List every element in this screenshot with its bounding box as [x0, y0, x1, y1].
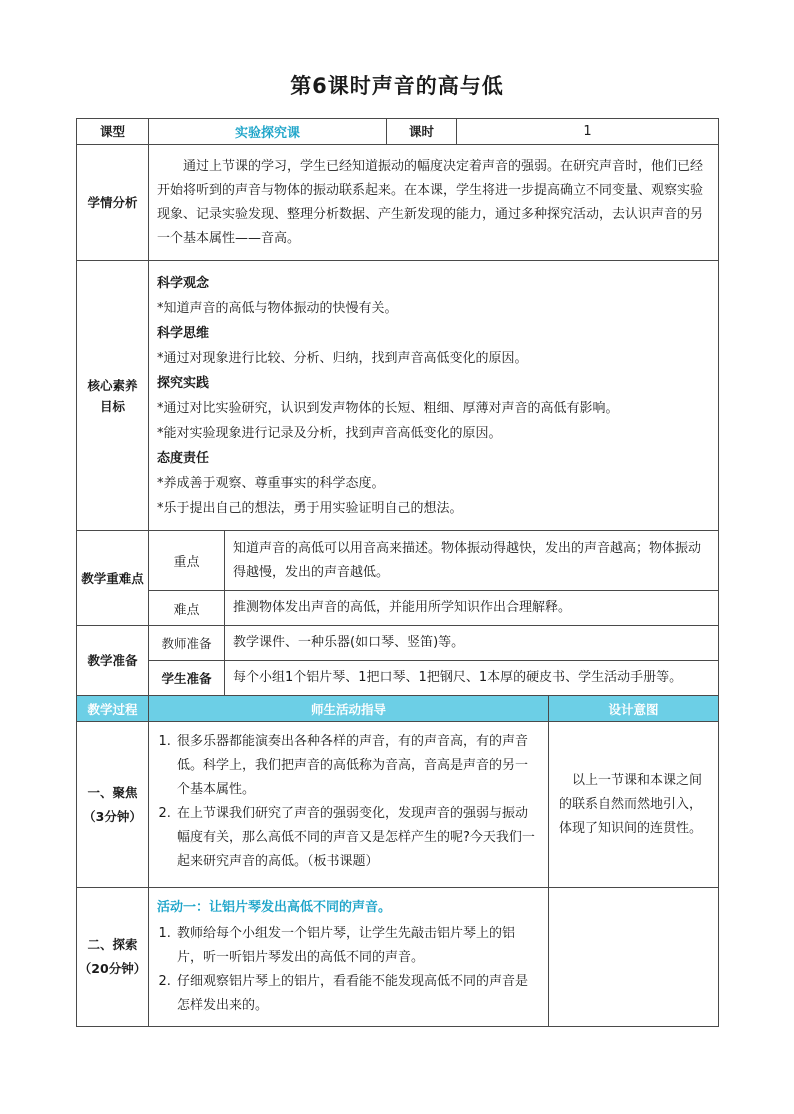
phase-focus-intent-cell [549, 722, 719, 888]
diff-cell [225, 591, 719, 626]
student-prep-row [77, 661, 719, 696]
keypoints-label: 教学重难点 [77, 531, 149, 626]
activity-title: 活动一：让铝片琴发出高低不同的声音。 [157, 900, 392, 915]
goals-row [77, 261, 719, 531]
goal-heading: 科学思维 [157, 325, 210, 341]
phase-explore-row [77, 888, 719, 1027]
list-item: 1. 教师给每个小组发一个铝片琴，让学生先敲击铝片琴上的铝片，听一听铝片琴发出的高低不同的声音。 [175, 922, 540, 970]
goals-cell [149, 261, 719, 531]
prep-label: 教学准备 [77, 626, 149, 696]
type-label: 课型 [77, 119, 149, 145]
phase-explore-label: 二、探索 （20分钟） [77, 888, 149, 1027]
goals-label: 核心素养 目标 [77, 261, 149, 531]
keypoint-row [77, 531, 719, 591]
period-value: 1 [457, 119, 719, 145]
goal-item: *通过对现象进行比较、分析、归纳，找到声音高低变化的原因。 [157, 350, 528, 366]
key-text: 知道声音的高低可以用音高来描述。物体振动得越快，发出的声音越高；物体振动得越慢，发出的声音越低。 [233, 540, 702, 580]
goal-item: *乐于提出自己的想法，勇于用实验证明自己的想法。 [157, 500, 463, 516]
list-item: 1. 很多乐器都能演奏出各种各样的声音，有的声音高，有的声音低。科学上，我们把声音的高低称为音高，音高是声音的另一个基本属性。 [175, 730, 540, 802]
analysis-label: 学情分析 [77, 145, 149, 261]
teacher-prep-text: 教学课件、一种乐器(如口琴、竖笛)等。 [233, 635, 465, 650]
goal-heading: 态度责任 [157, 450, 210, 466]
analysis-row [77, 145, 719, 261]
phase-focus-intent: 以上一节课和本课之间的联系自然而然地引入，体现了知识间的连贯性。 [559, 772, 703, 836]
goal-item: *能对实验现象进行记录及分析，找到声音高低变化的原因。 [157, 425, 502, 441]
goal-heading: 探究实践 [157, 375, 210, 391]
student-prep-cell [225, 661, 719, 696]
phase-explore-cell [149, 888, 549, 1027]
phase-focus-row [77, 722, 719, 888]
key-label: 重点 [149, 531, 225, 591]
guidance-col-header: 师生活动指导 [149, 696, 549, 722]
phase-explore-intent-cell [549, 888, 719, 1027]
student-prep-label: 学生准备 [149, 661, 225, 696]
teacher-prep-label: 教师准备 [149, 626, 225, 661]
diff-text: 推测物体发出声音的高低，并能用所学知识作出合理解释。 [233, 600, 572, 615]
page-title: 第6课时声音的高与低 [290, 74, 504, 98]
goal-item: *通过对比实验研究，认识到发声物体的长短、粗细、厚薄对声音的高低有影响。 [157, 400, 619, 416]
phase-focus-label: 一、聚焦 （3分钟） [77, 722, 149, 888]
type-value: 实验探究课 [149, 119, 387, 145]
lesson-plan-table [76, 118, 719, 1027]
list-item: 2. 仔细观察铝片琴上的铝片，看看能不能发现高低不同的声音是怎样发出来的。 [175, 970, 540, 1018]
difficulty-row [77, 591, 719, 626]
phase-focus-cell [149, 722, 549, 888]
goal-heading: 科学观念 [157, 275, 210, 291]
analysis-text: 通过上节课的学习，学生已经知道振动的幅度决定着声音的强弱。在研究声音时，他们已经开始将听到的声音与物体的振动联系起来。在本课，学生将进一步提高确立不同变量、观察实验现象、记录实验发现、整理分析数据、产生新发现的能力，通过多种探究活动，去认识声音的另一个基本属性——音高。 [157, 158, 704, 246]
key-cell [225, 531, 719, 591]
goal-item: *养成善于观察、尊重事实的科学态度。 [157, 475, 385, 491]
teacher-prep-row [77, 626, 719, 661]
intent-col-header: 设计意图 [549, 696, 719, 722]
student-prep-text: 每个小组1个铝片琴、1把口琴、1把钢尺、1本厚的硬皮书、学生活动手册等。 [233, 670, 683, 685]
analysis-cell [149, 145, 719, 261]
info-row [77, 119, 719, 145]
period-label: 课时 [387, 119, 457, 145]
diff-label: 难点 [149, 591, 225, 626]
teacher-prep-cell [225, 626, 719, 661]
process-header-row [77, 696, 719, 722]
process-col-header: 教学过程 [77, 696, 149, 722]
list-item: 2. 在上节课我们研究了声音的强弱变化，发现声音的强弱与振动幅度有关，那么高低不同的声音又是怎样产生的呢?今天我们一起来研究声音的高低。（板书课题） [175, 802, 540, 874]
goal-item: *知道声音的高低与物体振动的快慢有关。 [157, 300, 398, 316]
